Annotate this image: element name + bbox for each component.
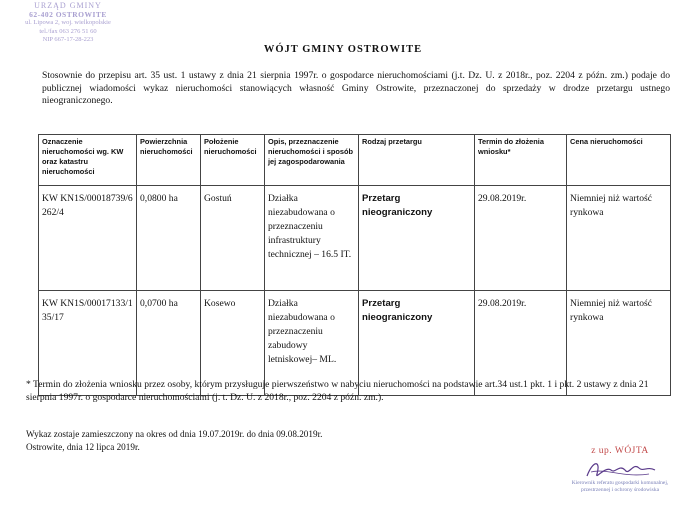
stamp-line: ul. Lipowa 2, woj. wielkopolskie bbox=[25, 19, 111, 27]
column-header: Powierzchnia nieruchomości bbox=[137, 135, 201, 186]
stamp-line: tel./fax 063 276 51 60 bbox=[39, 27, 97, 35]
price-cell: Niemniej niż wartość rynkowa bbox=[567, 291, 671, 396]
intro-paragraph: Stosownie do przepisu art. 35 ust. 1 ustawy z dnia 21 sierpnia 1997r. o gospodarce nieruchomościami (j.t. Dz. U. z 2018r., poz. 2204 z późn. zm.) podaje do publicznej wiadomości wykaz nieruchomości stanowiących własność Gminy Ostrowite, przeznaczonej do sprzedaży w drodze przetargu ustnego nieograniczonego. bbox=[42, 70, 670, 107]
tender-type-cell: Przetarg nieograniczony bbox=[359, 186, 475, 291]
column-header: Rodzaj przetargu bbox=[359, 135, 475, 186]
kw-cell: KW KN1S/00017133/1 35/17 bbox=[39, 291, 137, 396]
stamp-line: NIP 667-17-28-223 bbox=[42, 36, 94, 44]
signature-role bbox=[560, 480, 680, 494]
footnote: * Termin do złożenia wniosku przez osoby, którym przysługuje pierwszeństwo w nabyciu nieruchomości na podstawie art.34 ust.1 pkt. 1 i pkt. 2 ustawy z dnia 21 sierpnia 1997r. o gospodarce nieruchomościami (j. t. Dz. U. z 2018r., poz. 2204 z późn. zm.). bbox=[26, 379, 649, 403]
document-title: WÓJT GMINY OSTROWITE bbox=[263, 44, 423, 55]
stamp-line: 62-402 OSTROWITE bbox=[29, 9, 107, 19]
deadline-cell: 29.08.2019r. bbox=[475, 186, 567, 291]
on-behalf-label: z up. WÓJTA bbox=[591, 446, 649, 456]
deadline-cell: 29.08.2019r. bbox=[475, 291, 567, 396]
kw-cell: KW KN1S/00018739/6 262/4 bbox=[39, 186, 137, 291]
column-header: Termin do złożenia wniosku* bbox=[475, 135, 567, 186]
column-header: Cena nieruchomości bbox=[567, 135, 671, 186]
publication-period: Wykaz zostaje zamieszczony na okres od dnia 19.07.2019r. do dnia 09.08.2019r. bbox=[26, 429, 323, 439]
location-cell: Kosewo bbox=[201, 291, 265, 396]
column-header: Oznaczenie nieruchomości wg. KW oraz katastru nieruchomości bbox=[39, 135, 137, 186]
area-cell: 0,0700 ha bbox=[137, 291, 201, 396]
description-cell: Działka niezabudowana o przeznaczeniu infrastruktury technicznej – 16.5 IT. bbox=[265, 186, 359, 291]
signature-block bbox=[560, 446, 680, 494]
signature-role-line: przestrzennej i ochrony środowiska bbox=[580, 487, 660, 493]
column-header: Opis, przeznaczenie nieruchomości i sposób jej zagospodarowania bbox=[265, 135, 359, 186]
table-row bbox=[39, 186, 671, 291]
description-cell: Działka niezabudowana o przeznaczeniu zabudowy letniskowej– ML. bbox=[265, 291, 359, 396]
signature-role-line: Kierownik referatu gospodarki komunalnej, bbox=[571, 480, 669, 486]
office-stamp bbox=[2, 2, 134, 45]
table-header-row bbox=[39, 135, 671, 186]
location-cell: Gostuń bbox=[201, 186, 265, 291]
place-date: Ostrowite, dnia 12 lipca 2019r. bbox=[26, 441, 140, 452]
column-header: Położenie nieruchomości bbox=[201, 135, 265, 186]
publication-info bbox=[26, 428, 322, 453]
tender-type-cell: Przetarg nieograniczony bbox=[359, 291, 475, 396]
stamp-line: URZĄD GMINY bbox=[34, 1, 102, 10]
price-cell: Niemniej niż wartość rynkowa bbox=[567, 186, 671, 291]
area-cell: 0,0800 ha bbox=[137, 186, 201, 291]
property-table bbox=[38, 134, 671, 396]
